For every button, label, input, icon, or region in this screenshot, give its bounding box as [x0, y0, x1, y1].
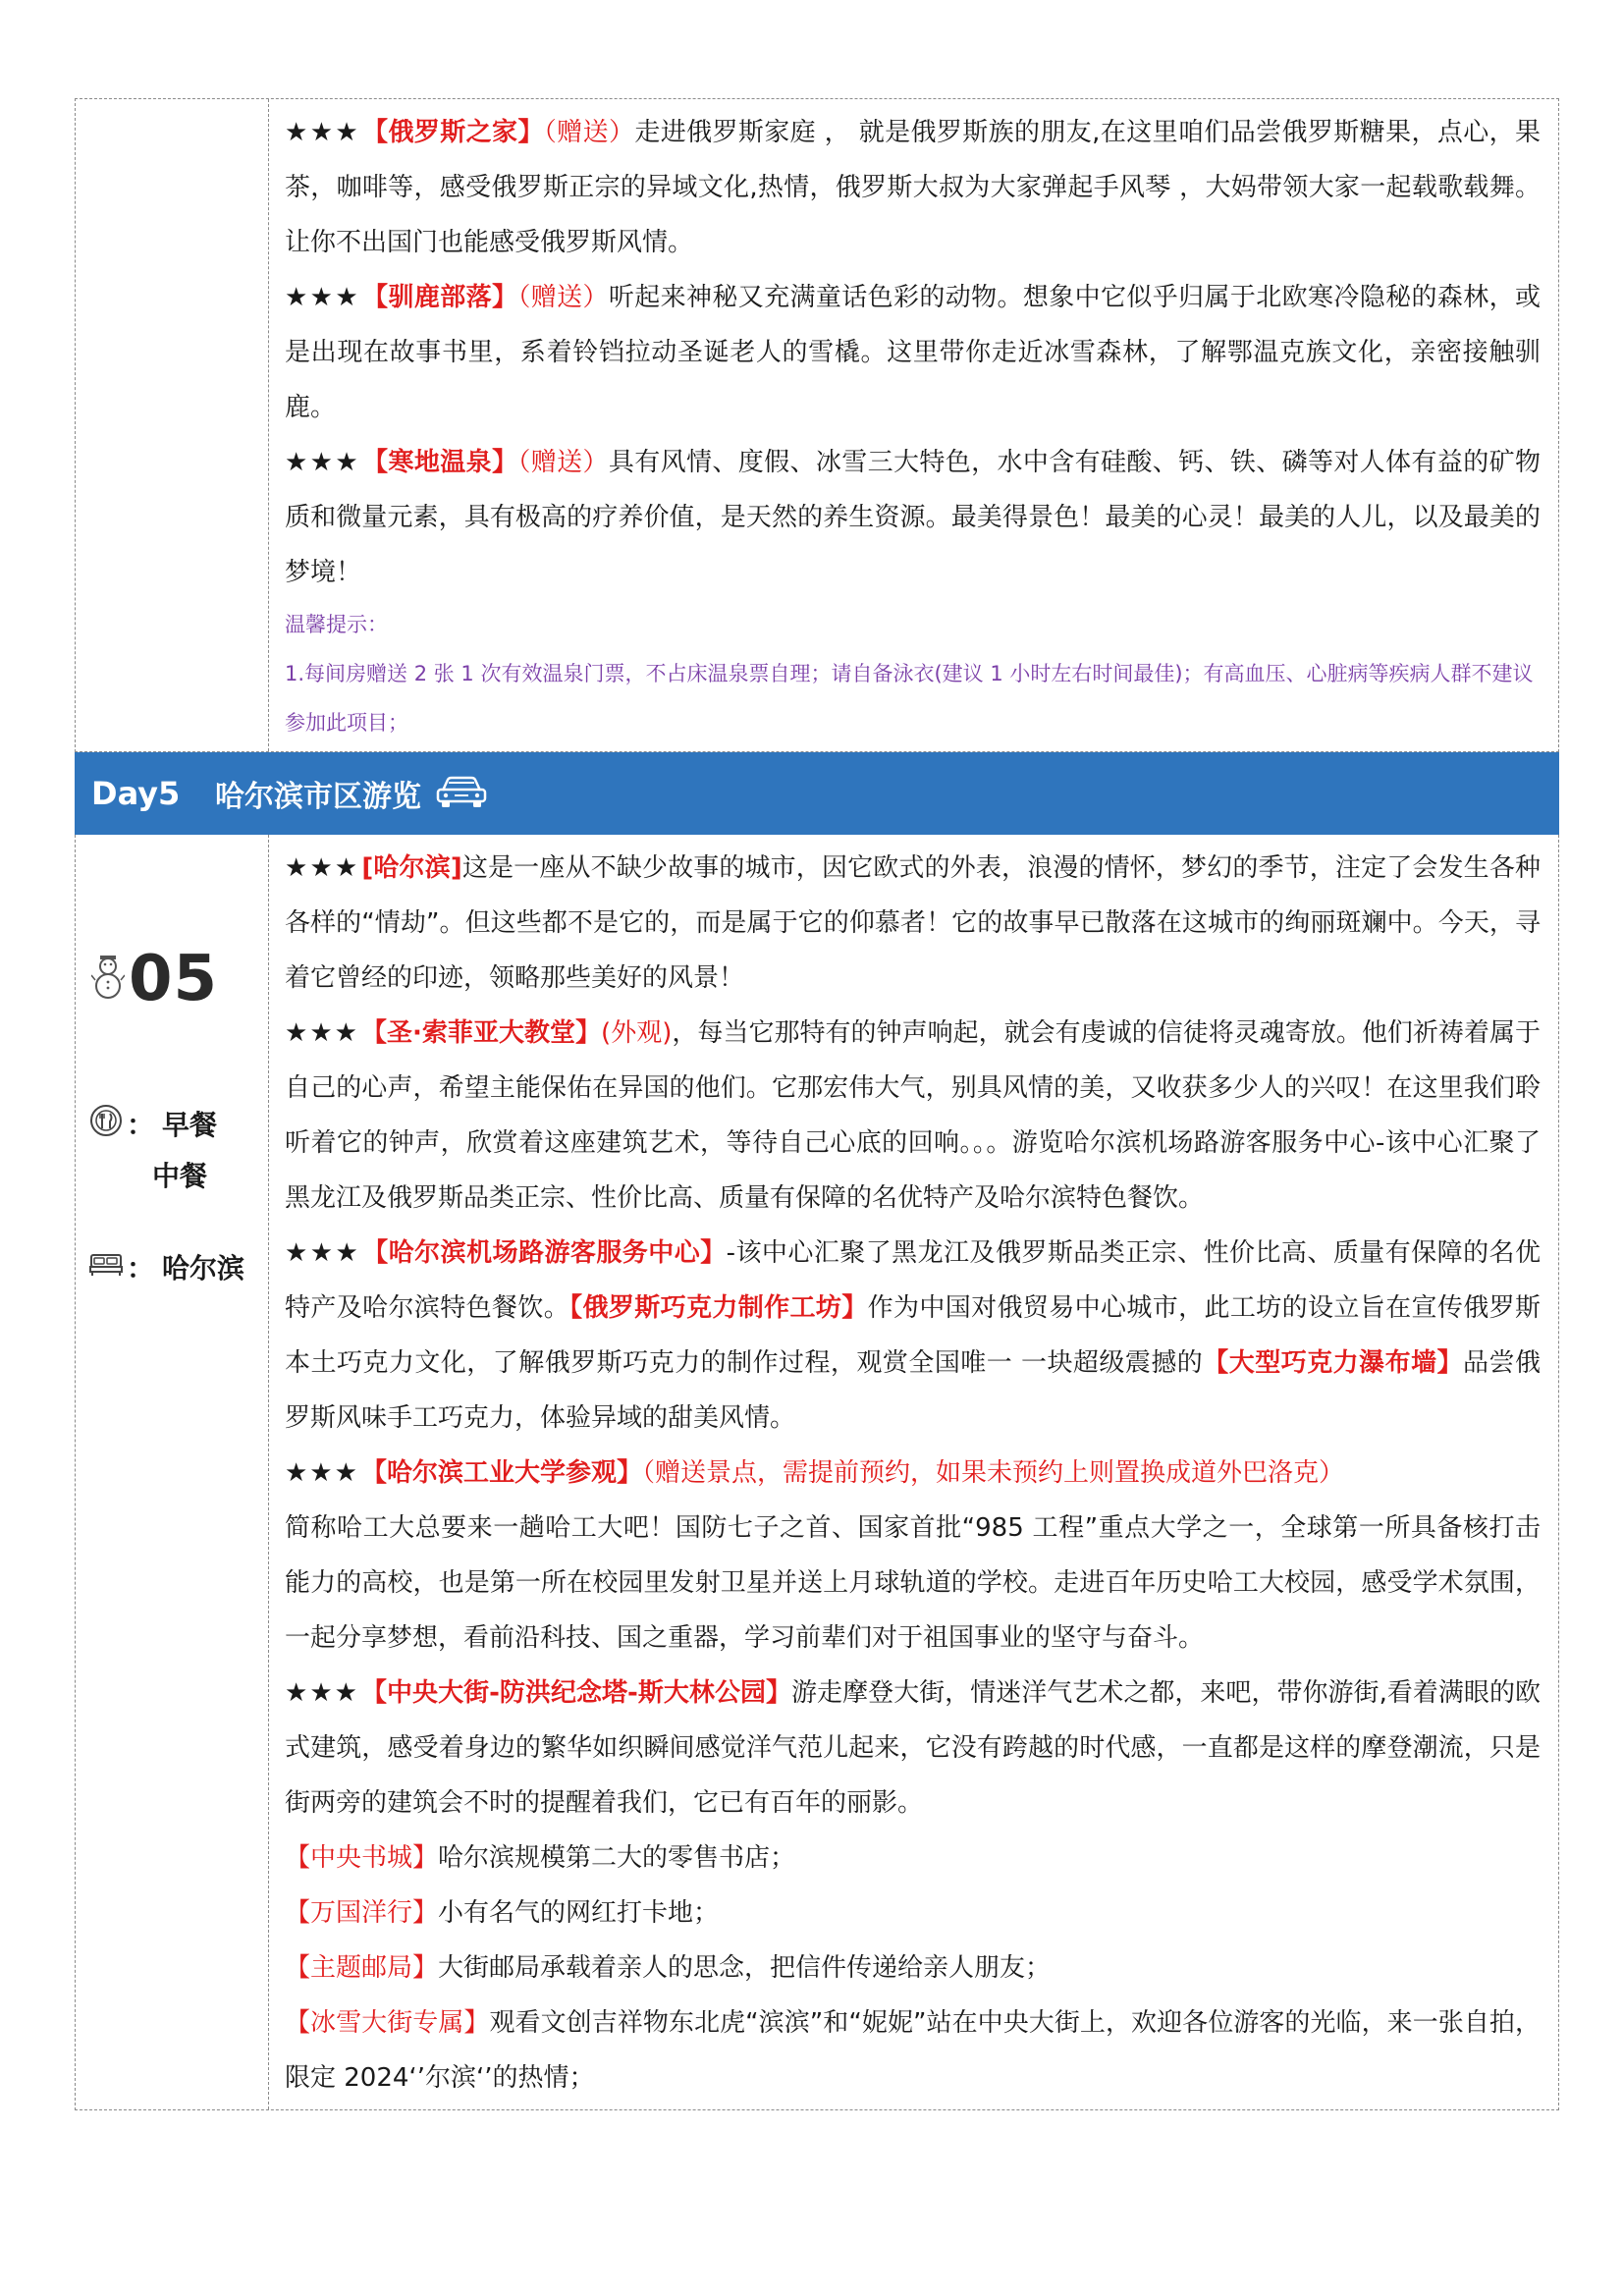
attraction-russian-house: [285, 105, 1541, 270]
attraction-reindeer-tribe: [285, 270, 1541, 435]
day-title: 哈尔滨市区游览: [215, 780, 421, 814]
attraction-name: 【寒地温泉】: [362, 448, 518, 477]
hotel-city: 哈尔滨: [162, 1252, 245, 1285]
day5-left-cell: [76, 835, 269, 2109]
attraction-name: 【俄罗斯之家】: [362, 118, 544, 147]
star-rating: ★★★: [285, 1458, 359, 1488]
prev-day-row: [75, 98, 1559, 752]
meal-lunch: 中餐: [152, 1160, 208, 1192]
paragraph-hit: [285, 1446, 1541, 1666]
prev-day-left-cell: [76, 99, 269, 751]
tip-title: 温馨提示：: [285, 613, 388, 636]
attraction-description: 作为中国对俄贸易中心城市，此工坊的设立旨在宣传俄罗斯本土巧克力文化，了解俄罗斯巧克力的制作过程，观赏全国唯一 一块超级震撼的: [285, 1293, 1541, 1378]
meals-info: [89, 1098, 217, 1200]
star-rating: ★★★: [285, 118, 361, 147]
sub-item: [285, 1941, 1541, 1995]
attraction-description: 品尝俄罗斯风味手工巧克力，体验异域的甜美风情。: [285, 1348, 1541, 1433]
attraction-description: 走进俄罗斯家庭 ， 就是俄罗斯族的朋友,在这里咱们品尝俄罗斯糖果，点心，果茶，咖啡等，感受俄罗斯正宗的异域文化,热情，俄罗斯大叔为大家弹起手风琴 ，大妈带领大家一起载歌载舞。让你不出国门也能感受俄罗斯风情。: [285, 118, 1541, 257]
hotel-colon: ：: [127, 1252, 155, 1285]
attraction-description: 听起来神秘又充满童话色彩的动物。想象中它似乎归属于北欧寒冷隐秘的森林，或是出现在故事书里，系着铃铛拉动圣诞老人的雪橇。这里带你走近冰雪森林，了解鄂温克族文化，亲密接触驯鹿。: [285, 283, 1541, 422]
day-number: 05: [129, 943, 219, 1015]
attraction-tag: （赠送）: [517, 448, 609, 477]
attraction-tag: （赠送）: [517, 283, 609, 312]
sub-item-text: 观看文创吉祥物东北虎“滨滨”和“妮妮”站在中央大街上，欢迎各位游客的光临，来一张自拍，限定 2024‘’尔滨‘’的热情；: [285, 2008, 1541, 2093]
attraction-name: 【大型巧克力瀑布墙】: [1203, 1348, 1464, 1378]
meal-colon: ：: [127, 1109, 155, 1141]
attraction-name: 【哈尔滨工业大学参观】: [360, 1458, 642, 1488]
attraction-name: 【哈尔滨机场路游客服务中心】: [362, 1238, 727, 1268]
attraction-description: -该中心汇聚了黑龙江及俄罗斯品类正宗、性价比高、质量有保障的名优特产及哈尔滨特色餐饮。: [285, 1238, 1541, 1323]
attraction-name: 【圣·索菲亚大教堂】: [360, 1018, 602, 1048]
attraction-description: ，每当它那特有的钟声响起，就会有虔诚的信徒将灵魂寄放。他们祈祷着属于自己的心声，希望主能保佑在异国的他们。它那宏伟大气，别具风情的美，又收获多少人的兴叹！在这里我们聆听着它的钟声，欣赏着这座建筑艺术，等待自己心底的回响。。。游览哈尔滨机场路游客服务中心-该中心汇聚了黑龙江及俄罗斯品类正宗、性价比高、质量有保障的名优特产及哈尔滨特色餐饮。: [285, 1018, 1541, 1213]
paragraph-harbin: [285, 841, 1541, 1006]
attraction-tag: （赠送）: [543, 118, 635, 147]
attraction-name: 【驯鹿部落】: [362, 283, 518, 312]
star-rating: ★★★: [285, 448, 361, 477]
attraction-tag: （赠送景点，需提前预约，如果未预约上则置换成道外巴洛克）: [641, 1458, 1344, 1488]
star-rating: ★★★: [285, 1018, 359, 1048]
attraction-description: 这是一座从不缺少故事的城市，因它欧式的外表，浪漫的情怀，梦幻的季节，注定了会发生各种各样的“情劫”。但这些都不是它的，而是属于它的仰慕者！它的故事早已散落在这城市的绚丽斑斓中。今天，寻着它曾经的印迹，领略那些美好的风景！: [285, 853, 1541, 993]
car-icon: [435, 774, 488, 813]
sub-item-name: 【万国洋行】: [285, 1898, 439, 1928]
paragraph-visitor-center: [285, 1226, 1541, 1446]
star-rating: ★★★: [285, 283, 361, 312]
attraction-description: 具有风情、度假、冰雪三大特色，水中含有硅酸、钙、铁、磷等对人体有益的矿物质和微量元素，具有极高的疗养价值，是天然的养生资源。最美得景色！最美的心灵！最美的人儿，以及最美的梦境！: [285, 448, 1541, 587]
attraction-name: 【中央大街-防洪纪念塔-斯大林公园】: [361, 1678, 792, 1708]
hotel-info: [89, 1247, 244, 1286]
sub-item: [285, 1995, 1541, 2105]
meal-breakfast: 早餐: [162, 1109, 218, 1141]
tip-text: 1.每间房赠送 2 张 1 次有效温泉门票，不占床温泉票自理；请自备泳衣(建议 1 小时左右时间最佳)；有高血压、心脏病等疾病人群不建议参加此项目；: [285, 662, 1534, 735]
sub-item: [285, 1831, 1541, 1886]
sub-item-text: 小有名气的网红打卡地；: [438, 1898, 720, 1928]
star-rating: ★★★: [285, 1238, 361, 1268]
prev-day-content: [269, 99, 1558, 751]
sub-item-name: 【中央书城】: [285, 1843, 439, 1873]
snowman-icon: [91, 954, 125, 1005]
itinerary-document: [75, 98, 1559, 2110]
attraction-name: 【俄罗斯巧克力制作工坊】: [569, 1293, 868, 1323]
meal-icon: [89, 1104, 123, 1144]
star-rating: ★★★: [285, 853, 360, 883]
day5-content: [269, 835, 1558, 2109]
day5-header-band: [75, 752, 1559, 835]
day-number-block: [91, 943, 218, 1015]
paragraph-st-sophia: [285, 1006, 1541, 1226]
attraction-tag: (外观): [601, 1018, 673, 1048]
sub-item-text: 大街邮局承载着亲人的思念，把信件传递给亲人朋友；: [438, 1953, 1052, 1983]
star-rating: ★★★: [285, 1678, 359, 1708]
bed-icon: [89, 1251, 123, 1284]
sub-item-name: 【冰雪大街专属】: [285, 2008, 490, 2038]
attraction-description: 简称哈工大总要来一趟哈工大吧！国防七子之首、国家首批“985 工程”重点大学之一，全球第一所具备核打击能力的高校，也是第一所在校园里发射卫星并送上月球轨道的学校。走进百年历史哈工大校园，感受学术氛围，一起分享梦想，看前沿科技、国之重器，学习前辈们对于祖国事业的坚守与奋斗。: [285, 1513, 1541, 1653]
sub-item: [285, 1886, 1541, 1941]
paragraph-central-street: [285, 1666, 1541, 1831]
day-label: Day5: [91, 775, 181, 812]
attraction-name: [哈尔滨]: [361, 853, 462, 883]
attraction-hot-spring: [285, 435, 1541, 600]
sub-item-text: 哈尔滨规模第二大的零售书店；: [438, 1843, 796, 1873]
attraction-description: 游走摩登大街，情迷洋气艺术之都，来吧，带你游街,看着满眼的欧式建筑，感受着身边的繁华如织瞬间感觉洋气范儿起来，它没有跨越的时代感，一直都是这样的摩登潮流，只是街两旁的建筑会不时的提醒着我们，它已有百年的丽影。: [285, 1678, 1541, 1818]
day5-row: [75, 835, 1559, 2110]
sub-item-name: 【主题邮局】: [285, 1953, 439, 1983]
